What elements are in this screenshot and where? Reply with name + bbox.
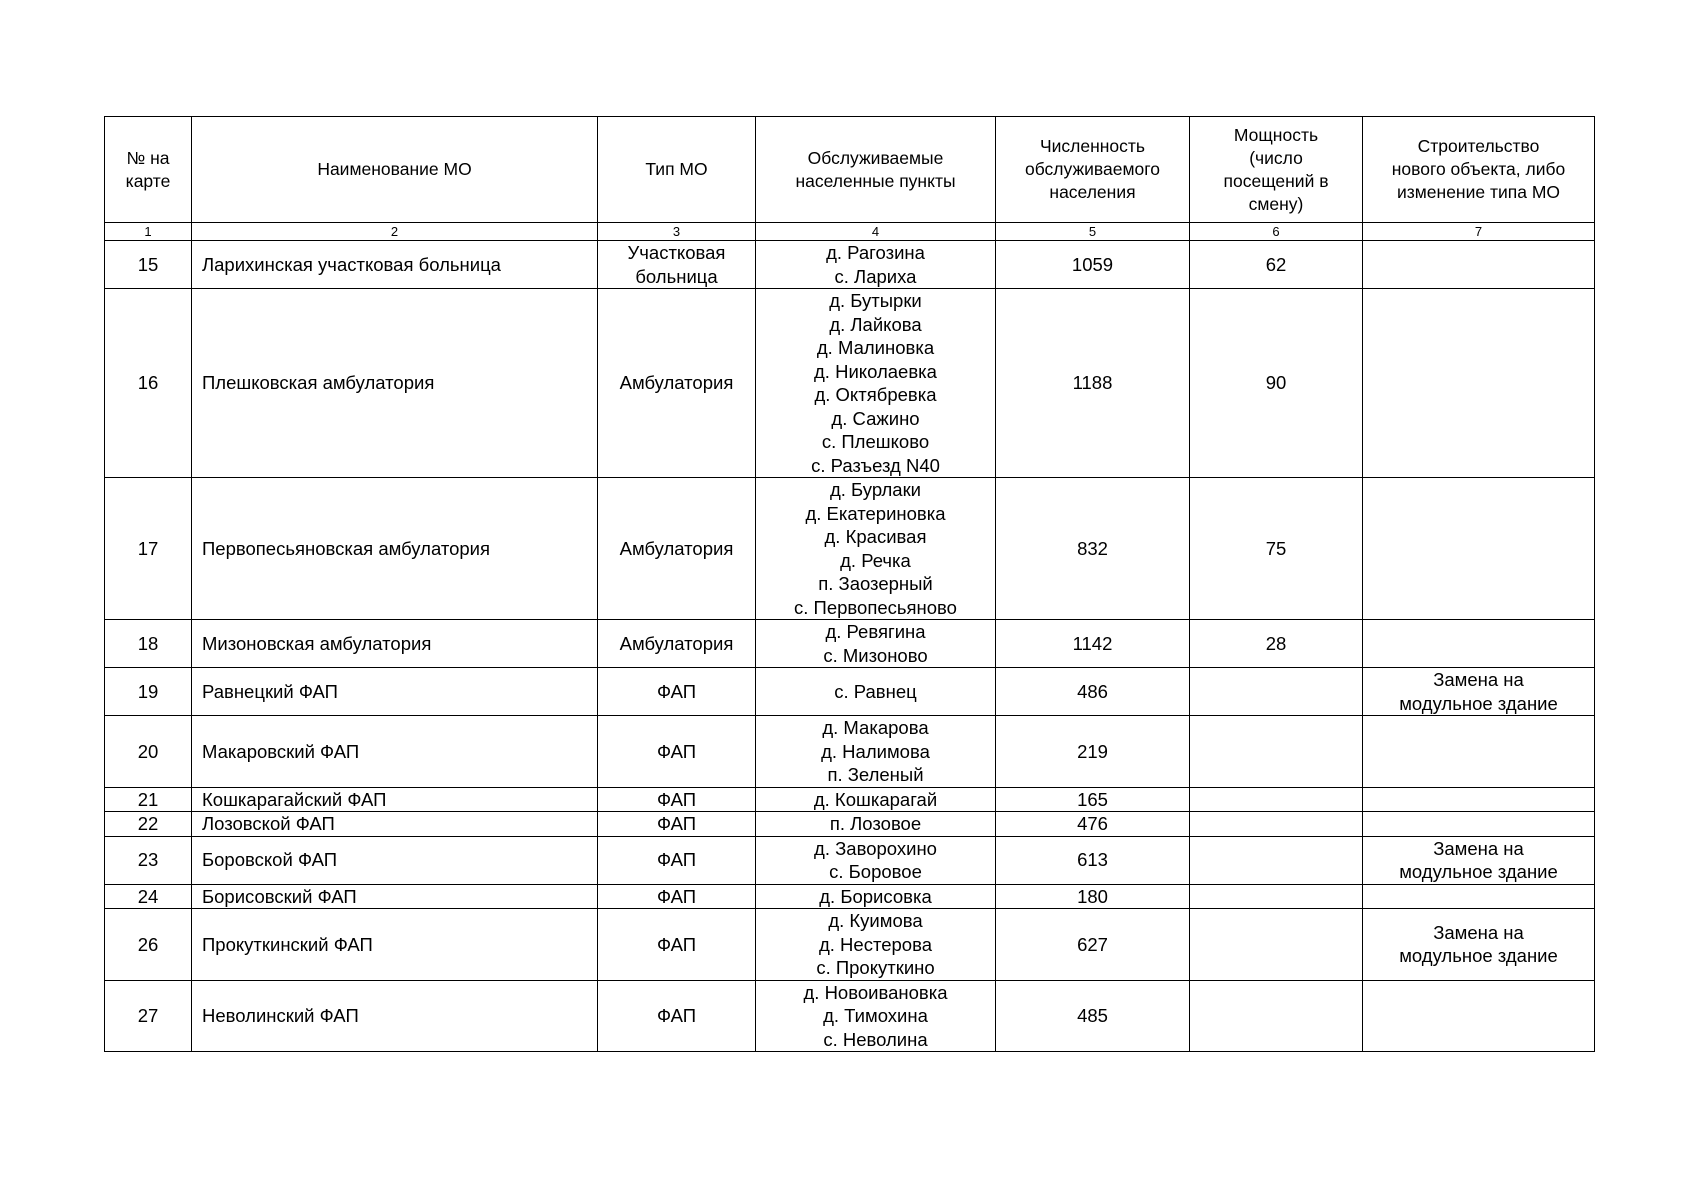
mo-type-line: Участковая bbox=[627, 242, 726, 263]
settlement-line: с. Мизоново bbox=[823, 644, 928, 666]
settlement-line: с. Прокуткино bbox=[816, 957, 935, 978]
mo-name-cell: Прокуткинский ФАП bbox=[192, 909, 598, 981]
mo-name-cell: Равнецкий ФАП bbox=[192, 668, 598, 716]
table-row bbox=[105, 836, 1595, 884]
header-text-line: Численность bbox=[1039, 136, 1146, 156]
capacity-cell bbox=[1190, 787, 1363, 812]
settlement-line: д. Макарова bbox=[822, 717, 929, 738]
settlement-line: д. Кошкарагай bbox=[813, 788, 938, 810]
mo-name-cell: Лозовской ФАП bbox=[192, 812, 598, 837]
settlement-line: д. Сажино bbox=[831, 407, 920, 429]
settlements-cell bbox=[756, 909, 996, 981]
map-number-cell: 26 bbox=[105, 909, 192, 981]
header-text-line: нового объекта, либо bbox=[1391, 159, 1566, 179]
construction-change-cell bbox=[1363, 716, 1595, 788]
header-text-line: № на bbox=[126, 147, 170, 168]
capacity-cell bbox=[1190, 716, 1363, 788]
capacity-cell bbox=[1190, 836, 1363, 884]
population-cell: 485 bbox=[996, 980, 1190, 1052]
settlement-line: п. Лозовое bbox=[829, 813, 922, 834]
settlement-line: д. Новоивановка bbox=[803, 981, 948, 1003]
table-row bbox=[105, 980, 1595, 1052]
table-row bbox=[105, 909, 1595, 981]
settlements-cell bbox=[756, 787, 996, 812]
mo-type-cell bbox=[598, 478, 756, 620]
construction-change-cell bbox=[1363, 289, 1595, 478]
mo-name-cell: Первопесьяновская амбулатория bbox=[192, 478, 598, 620]
column-number: 7 bbox=[1363, 223, 1595, 241]
construction-change-cell bbox=[1363, 668, 1595, 716]
mo-type-line: Амбулатория bbox=[619, 537, 734, 559]
table-row bbox=[105, 716, 1595, 788]
column-number: 1 bbox=[105, 223, 192, 241]
map-number-cell: 17 bbox=[105, 478, 192, 620]
settlement-line: д. Тимохина bbox=[823, 1005, 928, 1026]
document-page bbox=[104, 116, 1594, 1052]
mo-name-cell: Борисовский ФАП bbox=[192, 884, 598, 909]
mo-type-line: больница bbox=[635, 265, 718, 287]
header-row bbox=[105, 117, 1595, 223]
table-body bbox=[105, 241, 1595, 1052]
header-construction-change bbox=[1363, 117, 1595, 223]
table-row bbox=[105, 884, 1595, 909]
settlement-line: с. Равнец bbox=[834, 680, 917, 702]
map-number-cell: 20 bbox=[105, 716, 192, 788]
settlement-line: д. Бурлаки bbox=[829, 479, 922, 500]
mo-name-cell: Плешковская амбулатория bbox=[192, 289, 598, 478]
settlement-line: с. Первопесьяново bbox=[794, 596, 957, 618]
mo-type-cell bbox=[598, 980, 756, 1052]
mo-type-line: Амбулатория bbox=[619, 372, 734, 394]
construction-change-line: модульное здание bbox=[1399, 692, 1558, 714]
column-number-row bbox=[105, 223, 1595, 241]
mo-type-cell bbox=[598, 909, 756, 981]
header-text-line: Мощность bbox=[1233, 124, 1319, 145]
population-cell: 1059 bbox=[996, 241, 1190, 289]
header-text-line: обслуживаемого bbox=[1024, 159, 1160, 179]
settlements-cell bbox=[756, 668, 996, 716]
map-number-cell: 18 bbox=[105, 620, 192, 668]
construction-change-line: модульное здание bbox=[1399, 945, 1558, 967]
construction-change-cell bbox=[1363, 620, 1595, 668]
mo-type-cell bbox=[598, 289, 756, 478]
settlement-line: с. Боровое bbox=[829, 861, 922, 882]
header-population bbox=[996, 117, 1190, 223]
construction-change-cell bbox=[1363, 812, 1595, 837]
settlement-line: с. Плешково bbox=[821, 431, 930, 452]
mo-type-line: Амбулатория bbox=[619, 632, 734, 654]
medical-organizations-table bbox=[104, 116, 1595, 1052]
capacity-cell: 75 bbox=[1190, 478, 1363, 620]
mo-type-line: ФАП bbox=[656, 813, 697, 834]
mo-name-cell: Ларихинская участковая больница bbox=[192, 241, 598, 289]
mo-type-cell bbox=[598, 668, 756, 716]
map-number-cell: 21 bbox=[105, 787, 192, 812]
settlement-line: с. Неволина bbox=[823, 1028, 928, 1050]
construction-change-cell bbox=[1363, 787, 1595, 812]
construction-change-line: модульное здание bbox=[1399, 861, 1558, 882]
header-capacity bbox=[1190, 117, 1363, 223]
header-text-line: Наименование МО bbox=[317, 159, 472, 179]
table-row bbox=[105, 812, 1595, 837]
header-settlements bbox=[756, 117, 996, 223]
mo-type-line: ФАП bbox=[656, 885, 697, 907]
settlement-line: д. Налимова bbox=[821, 740, 930, 762]
mo-name-cell: Боровской ФАП bbox=[192, 836, 598, 884]
construction-change-cell bbox=[1363, 884, 1595, 909]
capacity-cell: 28 bbox=[1190, 620, 1363, 668]
settlements-cell bbox=[756, 884, 996, 909]
population-cell: 219 bbox=[996, 716, 1190, 788]
map-number-cell: 19 bbox=[105, 668, 192, 716]
settlement-line: д. Нестерова bbox=[818, 933, 932, 955]
column-number: 4 bbox=[756, 223, 996, 241]
header-map-number bbox=[105, 117, 192, 223]
settlement-line: д. Малиновка bbox=[816, 337, 935, 358]
settlement-line: д. Заворохино bbox=[814, 837, 937, 859]
population-cell: 627 bbox=[996, 909, 1190, 981]
mo-name-cell: Макаровский ФАП bbox=[192, 716, 598, 788]
construction-change-cell bbox=[1363, 478, 1595, 620]
population-cell: 613 bbox=[996, 836, 1190, 884]
mo-type-cell bbox=[598, 787, 756, 812]
mo-type-cell bbox=[598, 716, 756, 788]
settlements-cell bbox=[756, 620, 996, 668]
settlement-line: с. Разъезд N40 bbox=[811, 454, 940, 476]
header-text-line: (число bbox=[1249, 147, 1303, 168]
capacity-cell bbox=[1190, 909, 1363, 981]
settlement-line: д. Лайкова bbox=[829, 313, 922, 335]
mo-type-line: ФАП bbox=[656, 740, 697, 762]
population-cell: 180 bbox=[996, 884, 1190, 909]
table-row bbox=[105, 478, 1595, 620]
construction-change-cell bbox=[1363, 836, 1595, 884]
mo-type-line: ФАП bbox=[656, 1005, 697, 1026]
population-cell: 486 bbox=[996, 668, 1190, 716]
column-number: 2 bbox=[192, 223, 598, 241]
column-number: 5 bbox=[996, 223, 1190, 241]
settlement-line: д. Бутырки bbox=[829, 290, 922, 311]
mo-type-line: ФАП bbox=[656, 933, 697, 955]
map-number-cell: 16 bbox=[105, 289, 192, 478]
construction-change-line: Замена на bbox=[1433, 921, 1524, 943]
population-cell: 165 bbox=[996, 787, 1190, 812]
header-text-line: населения bbox=[1049, 182, 1136, 202]
settlements-cell bbox=[756, 836, 996, 884]
settlement-line: д. Николаевка bbox=[814, 360, 937, 382]
settlements-cell bbox=[756, 478, 996, 620]
construction-change-line: Замена на bbox=[1433, 837, 1524, 859]
map-number-cell: 22 bbox=[105, 812, 192, 837]
settlement-line: д. Октябревка bbox=[814, 384, 937, 405]
map-number-cell: 23 bbox=[105, 836, 192, 884]
header-text-line: посещений в bbox=[1223, 170, 1329, 191]
mo-type-line: ФАП bbox=[656, 680, 697, 702]
settlements-cell bbox=[756, 716, 996, 788]
header-text-line: Тип МО bbox=[645, 159, 708, 179]
header-mo-name bbox=[192, 117, 598, 223]
mo-name-cell: Неволинский ФАП bbox=[192, 980, 598, 1052]
settlements-cell bbox=[756, 812, 996, 837]
table-row bbox=[105, 241, 1595, 289]
table-row bbox=[105, 668, 1595, 716]
column-number: 3 bbox=[598, 223, 756, 241]
map-number-cell: 24 bbox=[105, 884, 192, 909]
mo-name-cell: Мизоновская амбулатория bbox=[192, 620, 598, 668]
settlement-line: д. Речка bbox=[840, 549, 911, 571]
settlement-line: д. Красивая bbox=[824, 526, 927, 547]
settlement-line: п. Зеленый bbox=[827, 764, 924, 785]
map-number-cell: 15 bbox=[105, 241, 192, 289]
header-text-line: смену) bbox=[1248, 193, 1304, 214]
construction-change-line: Замена на bbox=[1433, 669, 1524, 690]
header-text-line: Обслуживаемые bbox=[807, 147, 944, 168]
mo-type-cell bbox=[598, 812, 756, 837]
settlement-line: с. Лариха bbox=[834, 265, 917, 287]
population-cell: 476 bbox=[996, 812, 1190, 837]
capacity-cell bbox=[1190, 980, 1363, 1052]
capacity-cell bbox=[1190, 668, 1363, 716]
mo-type-cell bbox=[598, 836, 756, 884]
table-row bbox=[105, 620, 1595, 668]
settlements-cell bbox=[756, 241, 996, 289]
settlement-line: д. Екатериновка bbox=[805, 502, 946, 524]
capacity-cell: 62 bbox=[1190, 241, 1363, 289]
construction-change-cell bbox=[1363, 980, 1595, 1052]
capacity-cell bbox=[1190, 884, 1363, 909]
mo-type-line: ФАП bbox=[656, 849, 697, 871]
mo-type-cell bbox=[598, 620, 756, 668]
table-row bbox=[105, 787, 1595, 812]
capacity-cell: 90 bbox=[1190, 289, 1363, 478]
construction-change-cell bbox=[1363, 909, 1595, 981]
mo-name-cell: Кошкарагайский ФАП bbox=[192, 787, 598, 812]
map-number-cell: 27 bbox=[105, 980, 192, 1052]
capacity-cell bbox=[1190, 812, 1363, 837]
header-text-line: населенные пункты bbox=[795, 170, 956, 191]
header-text-line: Строительство bbox=[1417, 136, 1540, 156]
settlements-cell bbox=[756, 980, 996, 1052]
column-number: 6 bbox=[1190, 223, 1363, 241]
settlement-line: д. Рагозина bbox=[826, 242, 925, 263]
mo-type-cell bbox=[598, 884, 756, 909]
settlement-line: п. Заозерный bbox=[818, 573, 933, 594]
mo-type-line: ФАП bbox=[656, 788, 697, 810]
settlement-line: д. Борисовка bbox=[819, 885, 932, 907]
settlement-line: д. Ревягина bbox=[825, 621, 926, 642]
settlements-cell bbox=[756, 289, 996, 478]
table-row bbox=[105, 289, 1595, 478]
population-cell: 832 bbox=[996, 478, 1190, 620]
settlement-line: д. Куимова bbox=[828, 910, 923, 931]
header-text-line: изменение типа МО bbox=[1396, 182, 1561, 202]
population-cell: 1142 bbox=[996, 620, 1190, 668]
construction-change-cell bbox=[1363, 241, 1595, 289]
header-text-line: карте bbox=[125, 170, 171, 191]
population-cell: 1188 bbox=[996, 289, 1190, 478]
header-mo-type bbox=[598, 117, 756, 223]
mo-type-cell bbox=[598, 241, 756, 289]
